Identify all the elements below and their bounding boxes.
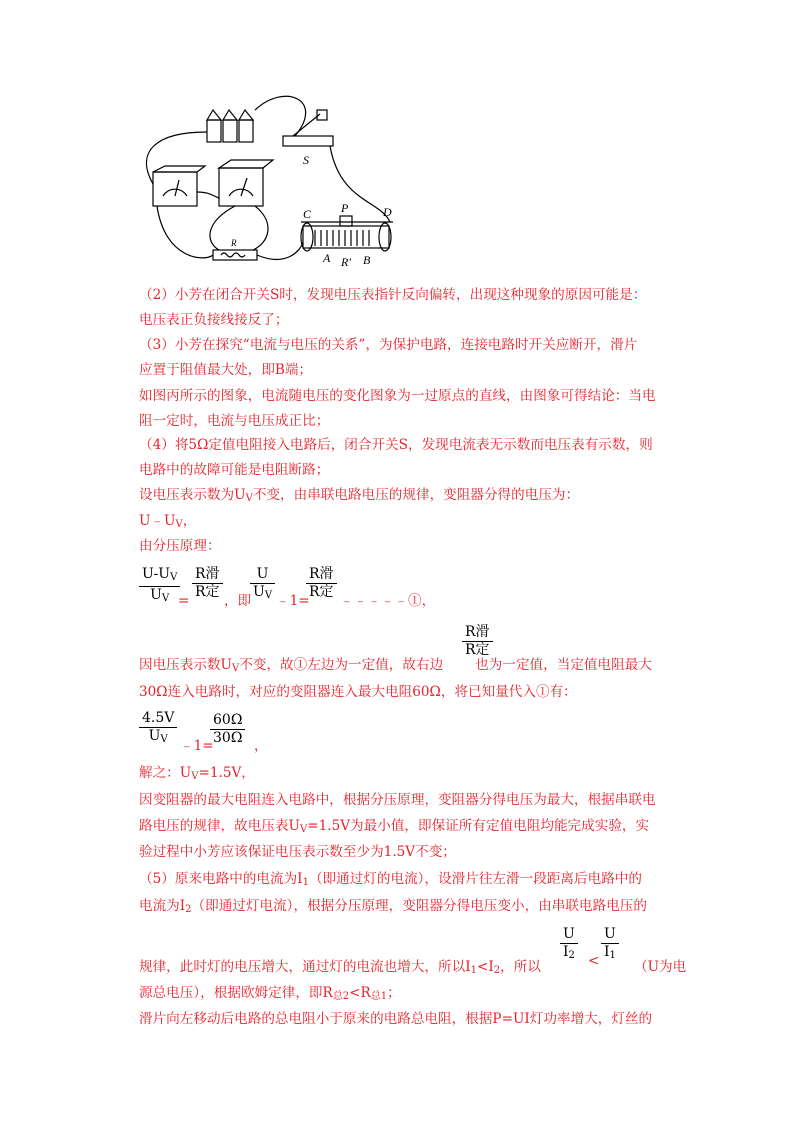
text-line: 因变阻器的最大电阻连入电路中，根据分压原理，变阻器分得电压为最大，根据串联电 [139, 792, 656, 808]
text-line: 规律，此时灯的电压增大，通过灯的电流也增大，所以$I_1<I_2$，所以 [139, 959, 541, 976]
rheostat-label-p: P [341, 201, 349, 215]
text-fragment: ﹣﹣﹣﹣﹣①， [340, 593, 436, 609]
text-line: 电流为$I_2$（即通过灯电流），根据分压原理，变阻器分得电压变小，由串联电路电压的 [139, 898, 647, 915]
text-line: （4）将5Ω定值电阻接入电路后，闭合开关S，发现电流表无示数而电压表有示数，则 [139, 437, 653, 453]
text-line: 验过程中小芳应该保证电压表示数至少为1.5V不变； [139, 844, 456, 860]
fraction: $\frac{U}{I_2}$ [560, 926, 578, 964]
text-line: 路电压的规律，故电压表$U_V=1.5V$为最小值，即保证所有定值电阻均能完成实验，实 [139, 818, 650, 835]
text-line: 阻一定时，电流与电压成正比； [139, 413, 330, 429]
switch-label: S [303, 153, 309, 167]
text-fragment: ， [254, 738, 268, 754]
fraction: $\frac{4.5V}{U_V}$ [139, 710, 177, 748]
rheostat-label-a: A [323, 251, 331, 265]
fraction: $\frac{60\Omega}{30\Omega}$ [210, 712, 245, 747]
fraction: $\frac{U}{U_V}$ [250, 566, 275, 604]
rheostat-label-b: B [363, 253, 371, 267]
text-line: 因电压表示数$U_V$不变，故①左边为一定值，故右边 也为一定值，当定值电阻最大 [139, 657, 652, 674]
text-line: 滑片向左移动后电路的总电阻小于原来的电路总电阻，根据P=UI灯功率增大，灯丝的 [139, 1011, 653, 1027]
rheostat-label-c: C [303, 207, 312, 221]
fraction: $\frac{U}{I_1}$ [601, 926, 619, 964]
text-line: 如图丙所示的图象，电流随电压的变化图象为一过原点的直线，由图象可得结论：当电 [139, 388, 656, 404]
rheostat-label-d: D [383, 205, 392, 219]
text-line: 30Ω连入电路时，对应的变阻器连入最大电阻60Ω，将已知量代入①有： [139, 684, 577, 700]
less-than: < [588, 953, 600, 969]
text-fragment: ，即 [224, 593, 252, 609]
fraction: R滑 R定 [192, 566, 223, 601]
text-line: （3）小芳在探究“电流与电压的关系”，为保护电路，连接电路时开关应断开，滑片 [139, 337, 638, 353]
text-line: 由分压原理： [139, 538, 221, 554]
text-line: 应置于阻值最大处，即B端； [139, 362, 313, 378]
rheostat-label-rprime: R′ [341, 255, 351, 269]
resistor-label: R [231, 238, 237, 248]
equals-sign: = [178, 593, 190, 609]
fraction: R滑 R定 [306, 566, 337, 601]
text-fragment: ﹣1= [276, 593, 310, 609]
fraction: $\frac{U-U_V}{U_V}$ [139, 566, 180, 607]
text-line: 设电压表示数为$U_V$不变，由串联电路电压的规律，变阻器分得的电压为： [139, 487, 580, 504]
text-line: 电路中的故障可能是电阻断路； [139, 462, 330, 478]
text-line: 电压表正负接线接反了； [139, 312, 289, 328]
text-line: 解之：$U_V=1.5V$， [139, 765, 255, 782]
text-fragment: ﹣1= [180, 738, 214, 754]
text-line: （5）原来电路中的电流为$I_1$（即通过灯的电流），设滑片往左滑一段距离后电路中的 [139, 871, 642, 888]
fraction: R滑 R定 [462, 624, 493, 659]
text-line: （2）小芳在闭合开关S时，发现电压表指针反向偏转，出现这种现象的原因可能是： [139, 287, 647, 303]
text-line: $U﹣U_V$， [139, 513, 197, 530]
circuit-diagram [135, 92, 415, 270]
text-fragment: （U为电 [634, 959, 687, 975]
text-line: 源总电压），根据欧姆定律，即$R_{总2}<R_{总1}$； [139, 985, 401, 1002]
